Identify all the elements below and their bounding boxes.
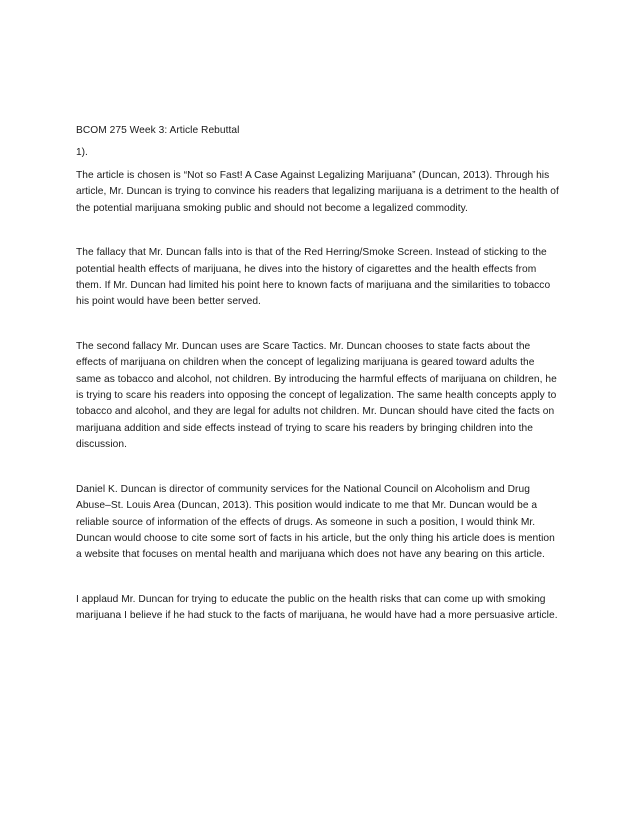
paragraph-1: The article is chosen is “Not so Fast! A Case Against Legalizing Marijuana” (Duncan, 2013). Through his article, Mr. Duncan is trying to convince his readers that legalizing marijuana is a detriment to the health of the potential marijuana smoking public and should not become a legalized commodity. xyxy=(76,170,559,214)
document-title: BCOM 275 Week 3: Article Rebuttal xyxy=(76,125,240,136)
paragraph-5: I applaud Mr. Duncan for trying to educate the public on the health risks that can come up with smoking marijuana I believe if he had stuck to the facts of marijuana, he would have had a more persuasive article. xyxy=(76,593,558,622)
paragraph-spacer xyxy=(76,217,562,245)
section-number: 1). xyxy=(76,147,88,158)
paragraph-2: The fallacy that Mr. Duncan falls into is that of the Red Herring/Smoke Screen. Instead of sticking to the potential health effects of marijuana, he dives into the history of cigarettes and the health effects from them. If Mr. Duncan had limited his point here to known facts of marijuana and the similarities to tobacco his point would have been better served. xyxy=(76,247,551,308)
paragraph-spacer xyxy=(76,311,562,339)
paragraph-4: Daniel K. Duncan is director of community services for the National Council on Alcoholism and Drug Abuse–St. Louis Area (Duncan, 2013). This position would indicate to me that Mr. Duncan would be a reliable source of information of the effects of drugs. As someone in such a position, I would think Mr. Duncan would choose to cite some sort of facts in his article, but the only thing his article does is mention a website that focuses on mental health and marijuana which does not have any bearing on this article. xyxy=(76,483,555,561)
paragraph-spacer xyxy=(76,454,562,482)
paragraph-3: The second fallacy Mr. Duncan uses are Scare Tactics. Mr. Duncan chooses to state facts about the effects of marijuana on children when the concept of legalizing marijuana is geared toward adults the same as tobacco and alcohol, not children. By introducing the harmful effects of marijuana on children, he is trying to scare his readers into opposing the concept of legalization. The same health concepts apply to tobacco and alcohol, and they are legal for adults not children. Mr. Duncan should have cited the facts on marijuana addition and side effects instead of trying to scare his readers by bringing children into the discussion. xyxy=(76,340,557,451)
document-body xyxy=(76,124,562,625)
paragraph-spacer xyxy=(76,564,562,592)
